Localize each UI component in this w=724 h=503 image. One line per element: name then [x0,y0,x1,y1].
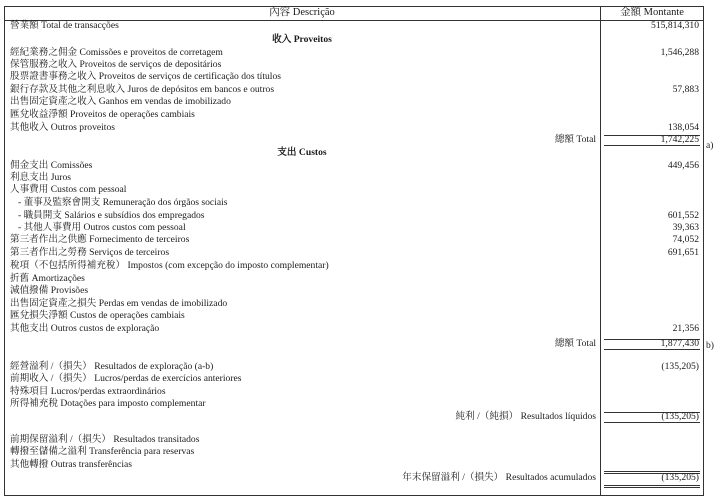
total-row-costs [4,338,704,350]
row-label: 折舊 Amortizações [10,273,85,284]
financial-statement [4,6,714,496]
table-row [4,398,704,410]
row-label: 出售固定資產之損失 Perdas em vendas de imobilizado [10,298,228,309]
row-label: 人事費用 Custos com pessoal [10,184,127,195]
table-row [4,247,704,259]
row-label: 保管服務之收入 Proveitos de serviços de depositários [10,59,222,70]
table-row [4,197,704,209]
total-row-income [4,134,704,146]
row-amount: 74,052 [672,234,699,245]
row-label: 稅項（不包括所得補充稅） Impostos (com excepção do imposto complementar) [10,260,329,271]
note-marker: b) [706,340,714,351]
table-row [4,210,704,222]
row-label: 匯兌收益淨額 Proveitos de operações cambiais [10,109,195,120]
row-label: 其他轉撥 Outras transferências [10,459,133,470]
row-label: - 職員開支 Salários e subsídios dos empregados [18,210,205,221]
row-label: 其他支出 Outros custos de exploração [10,323,160,334]
row-label: 轉撥至儲備之溢利 Transferência para reservas [10,446,195,457]
table-row [4,109,704,121]
description-column-header: 內容 Descrição [269,7,335,18]
row-label: 經紀業務之佣金 Comissões e proveitos de corretagem [10,47,223,58]
row-amount: 1,546,288 [660,47,699,58]
row-amount: 1,877,430 [660,338,699,349]
row-label: 前期收入 /（損失） Lucros/perdas de exercícios anteriores [10,373,242,384]
net-result-row [4,411,704,423]
table-row [4,122,704,134]
table-row [4,310,704,322]
row-amount: 57,883 [672,84,699,95]
table-row [4,285,704,297]
table-row [4,446,704,458]
row-amount: 449,456 [667,160,699,171]
row-label: 總額 Total [554,134,596,145]
table-row [4,298,704,310]
row-amount: 601,552 [667,210,699,221]
table-row [4,373,704,385]
row-label: - 董事及監察會開支 Remuneração dos órgãos sociais [18,197,228,208]
table-row [4,96,704,108]
accumulated-result-row [4,472,704,484]
row-label: 總額 Total [554,338,596,349]
row-amount: 691,651 [667,247,699,258]
row-label: 第三者作出之供應 Fornecimento de terceiros [10,234,190,245]
row-label: 銀行存款及其他之利息收入 Juros de depósitos em bancos e outros [10,84,275,95]
row-label: 減值撥備 Provisões [10,285,89,296]
row-label: 經營溢利 /（損失） Resultados de exploração (a-b) [10,361,214,372]
amount-column-header: 金額 Montante [620,7,684,18]
row-amount: 21,356 [672,323,699,334]
table-row [4,234,704,246]
table-row [4,20,704,32]
table-row [4,71,704,83]
row-label: 股票證書事務之收入 Proveitos de serviços de certificação dos títulos [10,71,281,82]
note-marker: a) [706,140,714,151]
row-label: 純利 /（純損） Resultados líquidos [455,411,596,422]
table-row [4,84,704,96]
table-row [4,59,704,71]
row-label: - 其他人事費用 Outros custos com pessoal [18,222,186,233]
row-amount: 515,814,310 [651,20,699,31]
row-amount: (135,205) [661,472,699,483]
double-rule-bottom [604,485,700,488]
table-row [4,273,704,285]
row-label: 特殊項目 Lucros/perdas extraordinários [10,386,166,397]
row-label: 利息支出 Juros [10,172,72,183]
row-label: 匯兌損失淨額 Custos de operações cambiais [10,310,185,321]
row-label: 前期保留溢利 /（損失） Resultados transitados [10,434,200,445]
row-label: 年末保留溢利 /（損失） Resultados acumulados [402,472,596,483]
row-amount: 138,054 [667,122,699,133]
row-label: 營業額 Total de transacções [10,20,119,31]
table-row [4,160,704,172]
section-title: 收入 Proveitos [272,34,332,45]
row-amount: (135,205) [661,411,699,422]
table-row [4,184,704,196]
section-heading-income [4,34,704,46]
section-title: 支出 Custos [277,147,327,158]
table-row [4,386,704,398]
table-row [4,172,704,184]
table-row [4,459,704,471]
table-row [4,361,704,373]
table-row [4,260,704,272]
row-label: 佣金支出 Comissões [10,160,93,171]
row-amount: (135,205) [661,361,699,372]
table-row [4,323,704,335]
row-label: 所得補充稅 Dotações para imposto complementar [10,398,206,409]
table-row [4,47,704,59]
row-label: 出售固定資產之收入 Ganhos em vendas de imobilizado [10,96,231,107]
section-heading-costs [4,147,704,159]
table-row [4,222,704,234]
row-label: 其他收入 Outros proveitos [10,122,115,133]
table-row [4,434,704,446]
row-label: 第三者作出之勞務 Serviços de terceiros [10,247,170,258]
row-amount: 39,363 [672,222,699,233]
row-amount: 1,742,225 [660,134,699,145]
